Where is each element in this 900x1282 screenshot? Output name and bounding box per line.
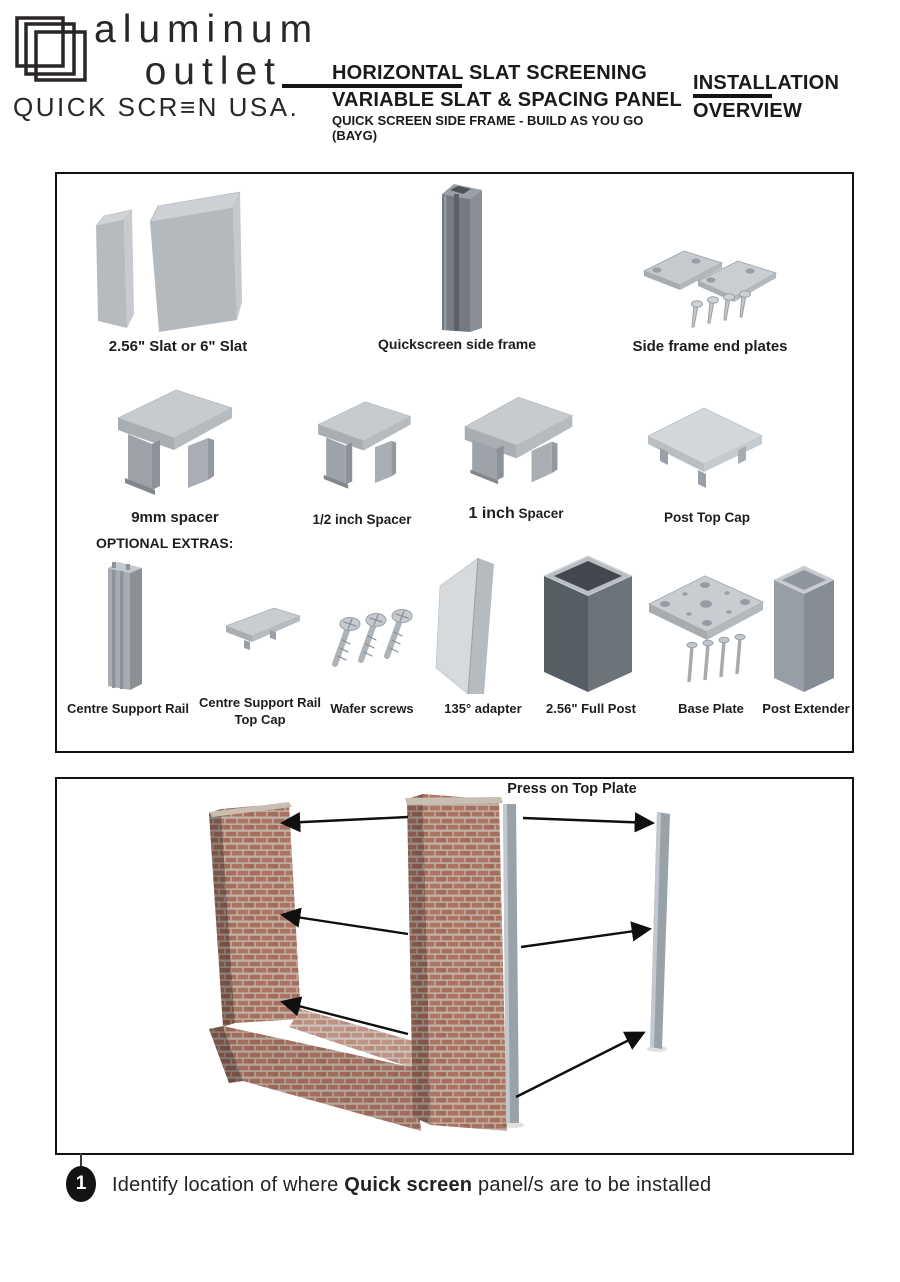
part-label-wafer-screws: Wafer screws [330, 701, 414, 716]
doc-subtitle-line2: (BAYG) [332, 128, 378, 143]
part-label-slat: 2.56" Slat or 6" Slat [108, 338, 248, 355]
centre-support-rail-illustration [96, 558, 158, 696]
part-label-135-adapter: 135° adapter [444, 701, 522, 716]
part-label-9mm-spacer: 9mm spacer [131, 509, 219, 526]
part-label-csr-top-cap-line2: Top Cap [234, 712, 286, 727]
part-label-half-inch-spacer: 1/2 inch Spacer [312, 512, 412, 527]
wafer-screws-illustration [324, 606, 422, 688]
part-label-csr-top-cap-line1: Centre Support Rail [198, 695, 322, 710]
spacer-half-inch-illustration [310, 392, 418, 496]
step-text-bold: Quick screen [344, 1174, 473, 1196]
part-label-end-plates: Side frame end plates [632, 338, 788, 355]
overview-title-line1: INSTALLATION [693, 72, 840, 94]
part-label-post-top-cap: Post Top Cap [664, 510, 750, 525]
doc-title-line1: HORIZONTAL SLAT SCREENING [332, 62, 647, 84]
brand-name-line2: outlet [144, 50, 282, 93]
brand-name-line1: aluminum [94, 8, 320, 51]
overview-underline [693, 94, 772, 98]
doc-subtitle-line1: QUICK SCREEN SIDE FRAME - BUILD AS YOU GO [332, 113, 644, 128]
title-underline [282, 84, 462, 88]
part-label-one-inch-spacer [468, 505, 563, 523]
post-extender-illustration [768, 560, 840, 694]
diagram-annotation: Press on Top Plate [507, 781, 637, 797]
doc-title-line2: VARIABLE SLAT & SPACING PANEL [332, 89, 682, 111]
part-label-one-inch-bold: 1 inch [468, 505, 515, 522]
part-label-side-frame: Quickscreen side frame [378, 336, 536, 352]
optional-extras-heading: OPTIONAL EXTRAS: [96, 535, 234, 551]
side-frame-illustration [430, 178, 494, 338]
post-top-cap-illustration [642, 398, 767, 492]
part-label-full-post: 2.56" Full Post [546, 701, 636, 716]
base-plate-illustration [645, 562, 767, 692]
end-plates-illustration [640, 235, 780, 333]
centre-support-rail-top-cap-illustration [222, 600, 304, 654]
step-text-prefix: Identify location of where [112, 1174, 345, 1196]
spacer-one-inch-illustration [460, 386, 578, 488]
step-text-suffix: panel/s are to be installed [472, 1174, 712, 1196]
slat-illustration [88, 182, 268, 337]
part-label-post-extender: Post Extender [762, 701, 850, 716]
adapter-135-illustration [432, 552, 516, 696]
step-text [112, 1174, 711, 1197]
part-label-one-inch-rest: Spacer [514, 506, 564, 521]
overview-title-line2: OVERVIEW [693, 100, 803, 122]
step-number-badge: 1 [66, 1166, 96, 1202]
aluminum-outlet-logo-icon [12, 12, 102, 94]
brand-subtitle: QUICK SCR≡N USA. [13, 92, 300, 122]
spacer-9mm-illustration [112, 378, 237, 506]
full-post-illustration [538, 548, 638, 694]
part-label-centre-support-rail: Centre Support Rail [66, 701, 190, 716]
brick-wall-posts-illustration [57, 779, 848, 1149]
part-label-base-plate: Base Plate [678, 701, 744, 716]
step-connector-line [80, 1153, 82, 1167]
